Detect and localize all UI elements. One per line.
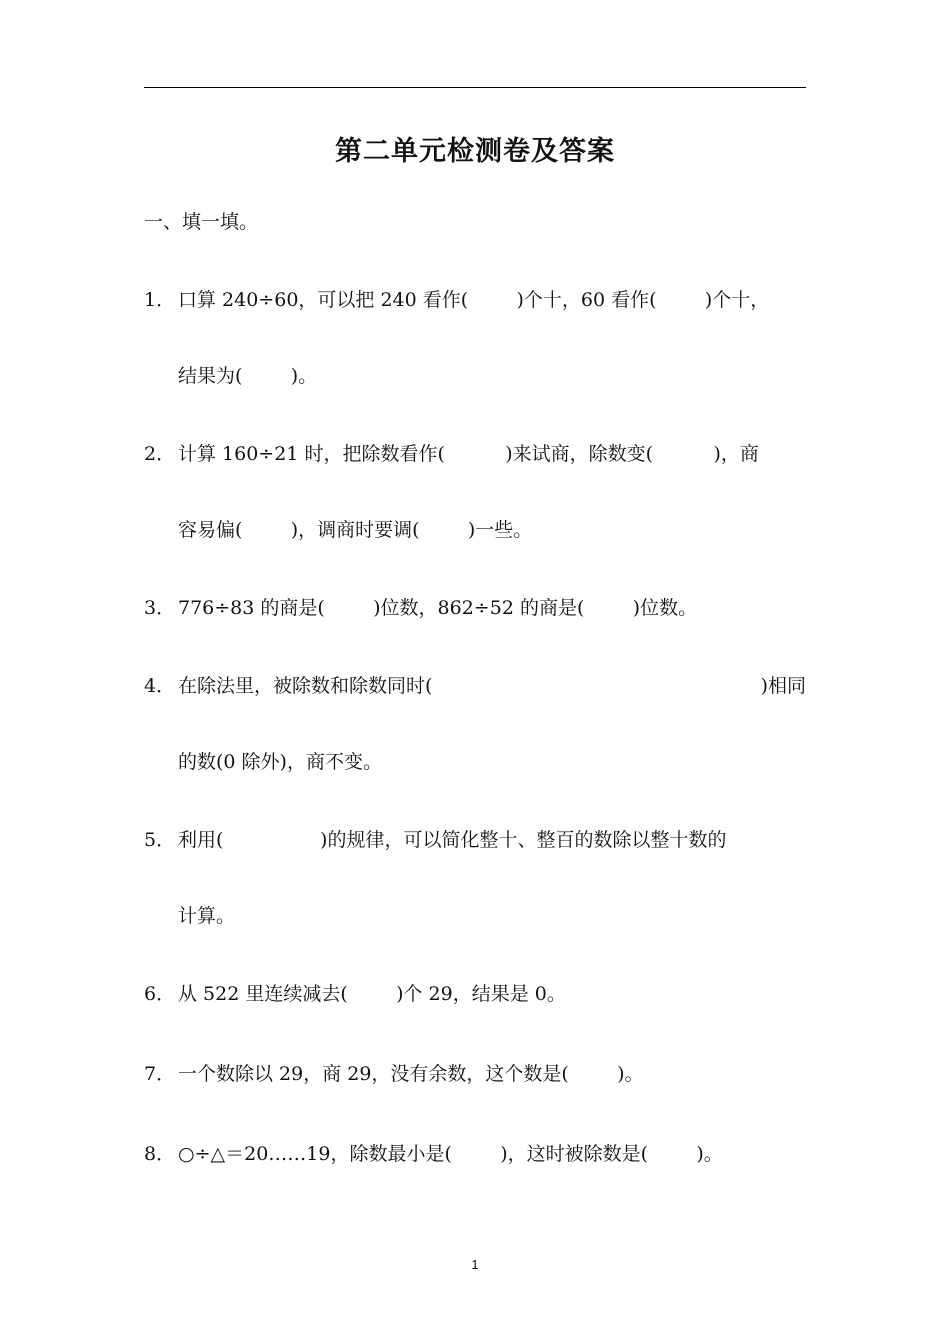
question-4-number: 4．	[144, 675, 176, 697]
question-7-number: 7．	[144, 1063, 176, 1085]
section-heading: 一、填一填。	[144, 211, 259, 233]
question-5-line-1: 利用( )的规律，可以简化整十、整百的数除以整十数的	[178, 829, 727, 851]
question-2-line-1: 计算 160÷21 时，把除数看作( )来试商，除数变( )，商	[178, 443, 759, 465]
header-rule	[144, 87, 806, 88]
question-8-line-1: ○÷△＝20……19，除数最小是( )，这时被除数是( )。	[178, 1143, 723, 1165]
question-1-line-2: 结果为( )。	[178, 365, 318, 387]
question-8-number: 8．	[144, 1143, 176, 1165]
question-5-line-2: 计算。	[178, 905, 236, 927]
question-4-line-1-start: 在除法里，被除数和除数同时(	[178, 675, 433, 697]
question-2-line-2: 容易偏( )，调商时要调( )一些。	[178, 519, 533, 541]
question-4-line-2: 的数(0 除外)，商不变。	[178, 751, 382, 773]
question-6-line-1: 从 522 里连续减去( )个 29，结果是 0。	[178, 983, 566, 1005]
question-1-line-1: 口算 240÷60，可以把 240 看作( )个十，60 看作( )个十，	[178, 289, 770, 311]
question-5-number: 5．	[144, 829, 176, 851]
question-2-number: 2．	[144, 443, 176, 465]
question-3-line-1: 776÷83 的商是( )位数，862÷52 的商是( )位数。	[178, 597, 698, 619]
question-7-line-1: 一个数除以 29，商 29，没有余数，这个数是( )。	[178, 1063, 644, 1085]
question-4-line-1-end: )相同	[760, 675, 806, 697]
question-4-line-1	[178, 672, 806, 700]
question-6-number: 6．	[144, 983, 176, 1005]
question-1-number: 1．	[144, 289, 176, 311]
question-3-number: 3．	[144, 597, 176, 619]
page-number: 1	[471, 1257, 479, 1272]
page-title: 第二单元检测卷及答案	[335, 136, 615, 167]
